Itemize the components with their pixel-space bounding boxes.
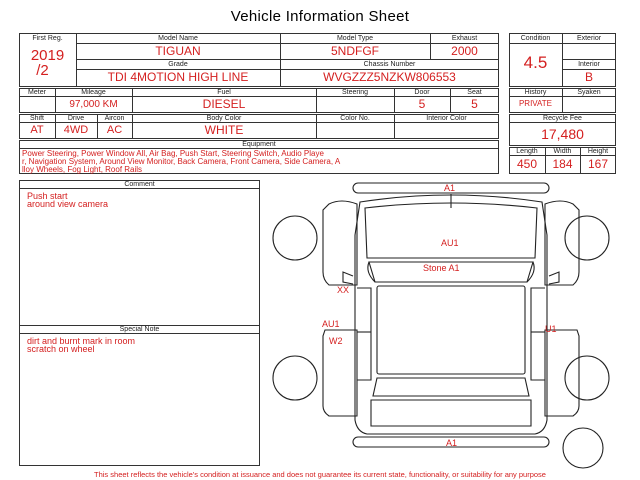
history: PRIVATE bbox=[518, 99, 553, 108]
car-body-outline bbox=[355, 195, 547, 434]
length-label: Length bbox=[516, 148, 538, 155]
model-type-label: Model Type bbox=[336, 35, 374, 42]
left-doors bbox=[357, 288, 371, 380]
first-reg-month: /2 bbox=[36, 62, 49, 79]
syaken-label: Syaken bbox=[577, 89, 601, 96]
seat-label: Seat bbox=[467, 89, 482, 96]
width-label: Width bbox=[553, 148, 572, 155]
comment-block bbox=[19, 180, 260, 466]
page-title: Vehicle Information Sheet bbox=[230, 8, 410, 25]
special-note-label: Special Note bbox=[119, 326, 160, 333]
color-no-label: Color No. bbox=[340, 115, 370, 122]
special-note-line-2: scratch on wheel bbox=[27, 344, 95, 354]
exterior-label: Exterior bbox=[576, 35, 602, 42]
model-name: TIGUAN bbox=[155, 44, 201, 58]
mark-front-bumper: A1 bbox=[444, 183, 456, 193]
aircon-label: Aircon bbox=[104, 115, 125, 122]
car-diagram bbox=[265, 180, 625, 470]
door-label: Door bbox=[414, 89, 430, 96]
equipment-label: Equipment bbox=[242, 141, 276, 148]
meter-label: Meter bbox=[28, 89, 46, 96]
exhaust-label: Exhaust bbox=[451, 35, 478, 42]
height: 167 bbox=[587, 157, 609, 171]
spare-wheel bbox=[563, 428, 603, 468]
model-type: 5NDFGF bbox=[331, 44, 379, 58]
interior-label: Interior bbox=[578, 61, 600, 68]
chassis-label: Chassis Number bbox=[363, 61, 416, 68]
recycle-fee-label: Recycle Fee bbox=[543, 115, 582, 122]
wheel-front-left bbox=[273, 216, 317, 260]
comment-line-1: Push start bbox=[27, 191, 68, 201]
condition-score: 4.5 bbox=[523, 53, 548, 72]
aircon: AC bbox=[106, 124, 123, 136]
wheel-rear-left bbox=[273, 356, 317, 400]
width: 184 bbox=[552, 157, 573, 171]
exhaust: 2000 bbox=[451, 44, 478, 58]
mileage-label: Mileage bbox=[81, 89, 106, 96]
mark-rear-bumper: A1 bbox=[446, 438, 458, 448]
drive: 4WD bbox=[63, 124, 89, 136]
equipment-line-3: lloy Wheels, Fog Light, Roof Rails bbox=[22, 165, 143, 174]
mark-left-front: XX bbox=[337, 285, 350, 295]
mark-left-rear: W2 bbox=[329, 336, 343, 346]
comment-line-2: around view camera bbox=[27, 199, 109, 209]
recycle-fee: 17,480 bbox=[541, 126, 584, 142]
mark-left-door: AU1 bbox=[322, 319, 340, 329]
right-doors bbox=[531, 288, 545, 380]
comment-label: Comment bbox=[124, 181, 155, 188]
grade-label: Grade bbox=[168, 61, 188, 68]
mileage: 97,000 KM bbox=[69, 99, 118, 110]
special-note-line-1: dirt and burnt mark in room bbox=[27, 336, 136, 346]
history-label: History bbox=[524, 89, 547, 96]
model-name-label: Model Name bbox=[158, 35, 198, 42]
height-label: Height bbox=[587, 148, 609, 155]
roof-shape bbox=[377, 286, 525, 374]
mark-right-door: U1 bbox=[545, 324, 557, 334]
fuel-label: Fuel bbox=[217, 89, 231, 96]
wheel-rear-right bbox=[565, 356, 609, 400]
body-color: WHITE bbox=[204, 123, 244, 137]
condition-label: Condition bbox=[520, 35, 551, 42]
equipment-line-2: r, Navigation System, Around View Monitor, Back Camera, Front Camera, Side Camera, A bbox=[22, 157, 341, 166]
first-reg-label: First Reg. bbox=[32, 35, 63, 42]
steering-label: Steering bbox=[341, 89, 369, 96]
interior-color-label: Interior Color bbox=[426, 115, 467, 122]
body-color-label: Body Color bbox=[206, 115, 242, 122]
interior-grade: B bbox=[584, 70, 593, 84]
drive-label: Drive bbox=[67, 115, 85, 122]
first-reg-year: 2019 bbox=[30, 47, 65, 64]
shift-label: Shift bbox=[29, 115, 44, 122]
wheel-front-right bbox=[565, 216, 609, 260]
shift: AT bbox=[30, 124, 44, 136]
chassis-number: WVGZZZ5NZKW806553 bbox=[323, 70, 456, 84]
length: 450 bbox=[516, 157, 538, 171]
disclaimer: This sheet reflects the vehicle's condition at issuance and does not guarantee its current state, functionality, or suitability for any purpose bbox=[94, 470, 546, 479]
door-count: 5 bbox=[418, 97, 426, 111]
seat-count: 5 bbox=[471, 97, 478, 111]
mark-hood: AU1 bbox=[441, 238, 459, 248]
mark-windshield: Stone A1 bbox=[423, 263, 460, 273]
hood-shape bbox=[365, 203, 537, 258]
fuel: DIESEL bbox=[202, 97, 246, 111]
equipment-line-1: Power Steering, Power Window All, Air Bag, Push Start, Steering Switch, Audio Playe bbox=[22, 149, 324, 158]
grade: TDI 4MOTION HIGH LINE bbox=[107, 70, 249, 84]
